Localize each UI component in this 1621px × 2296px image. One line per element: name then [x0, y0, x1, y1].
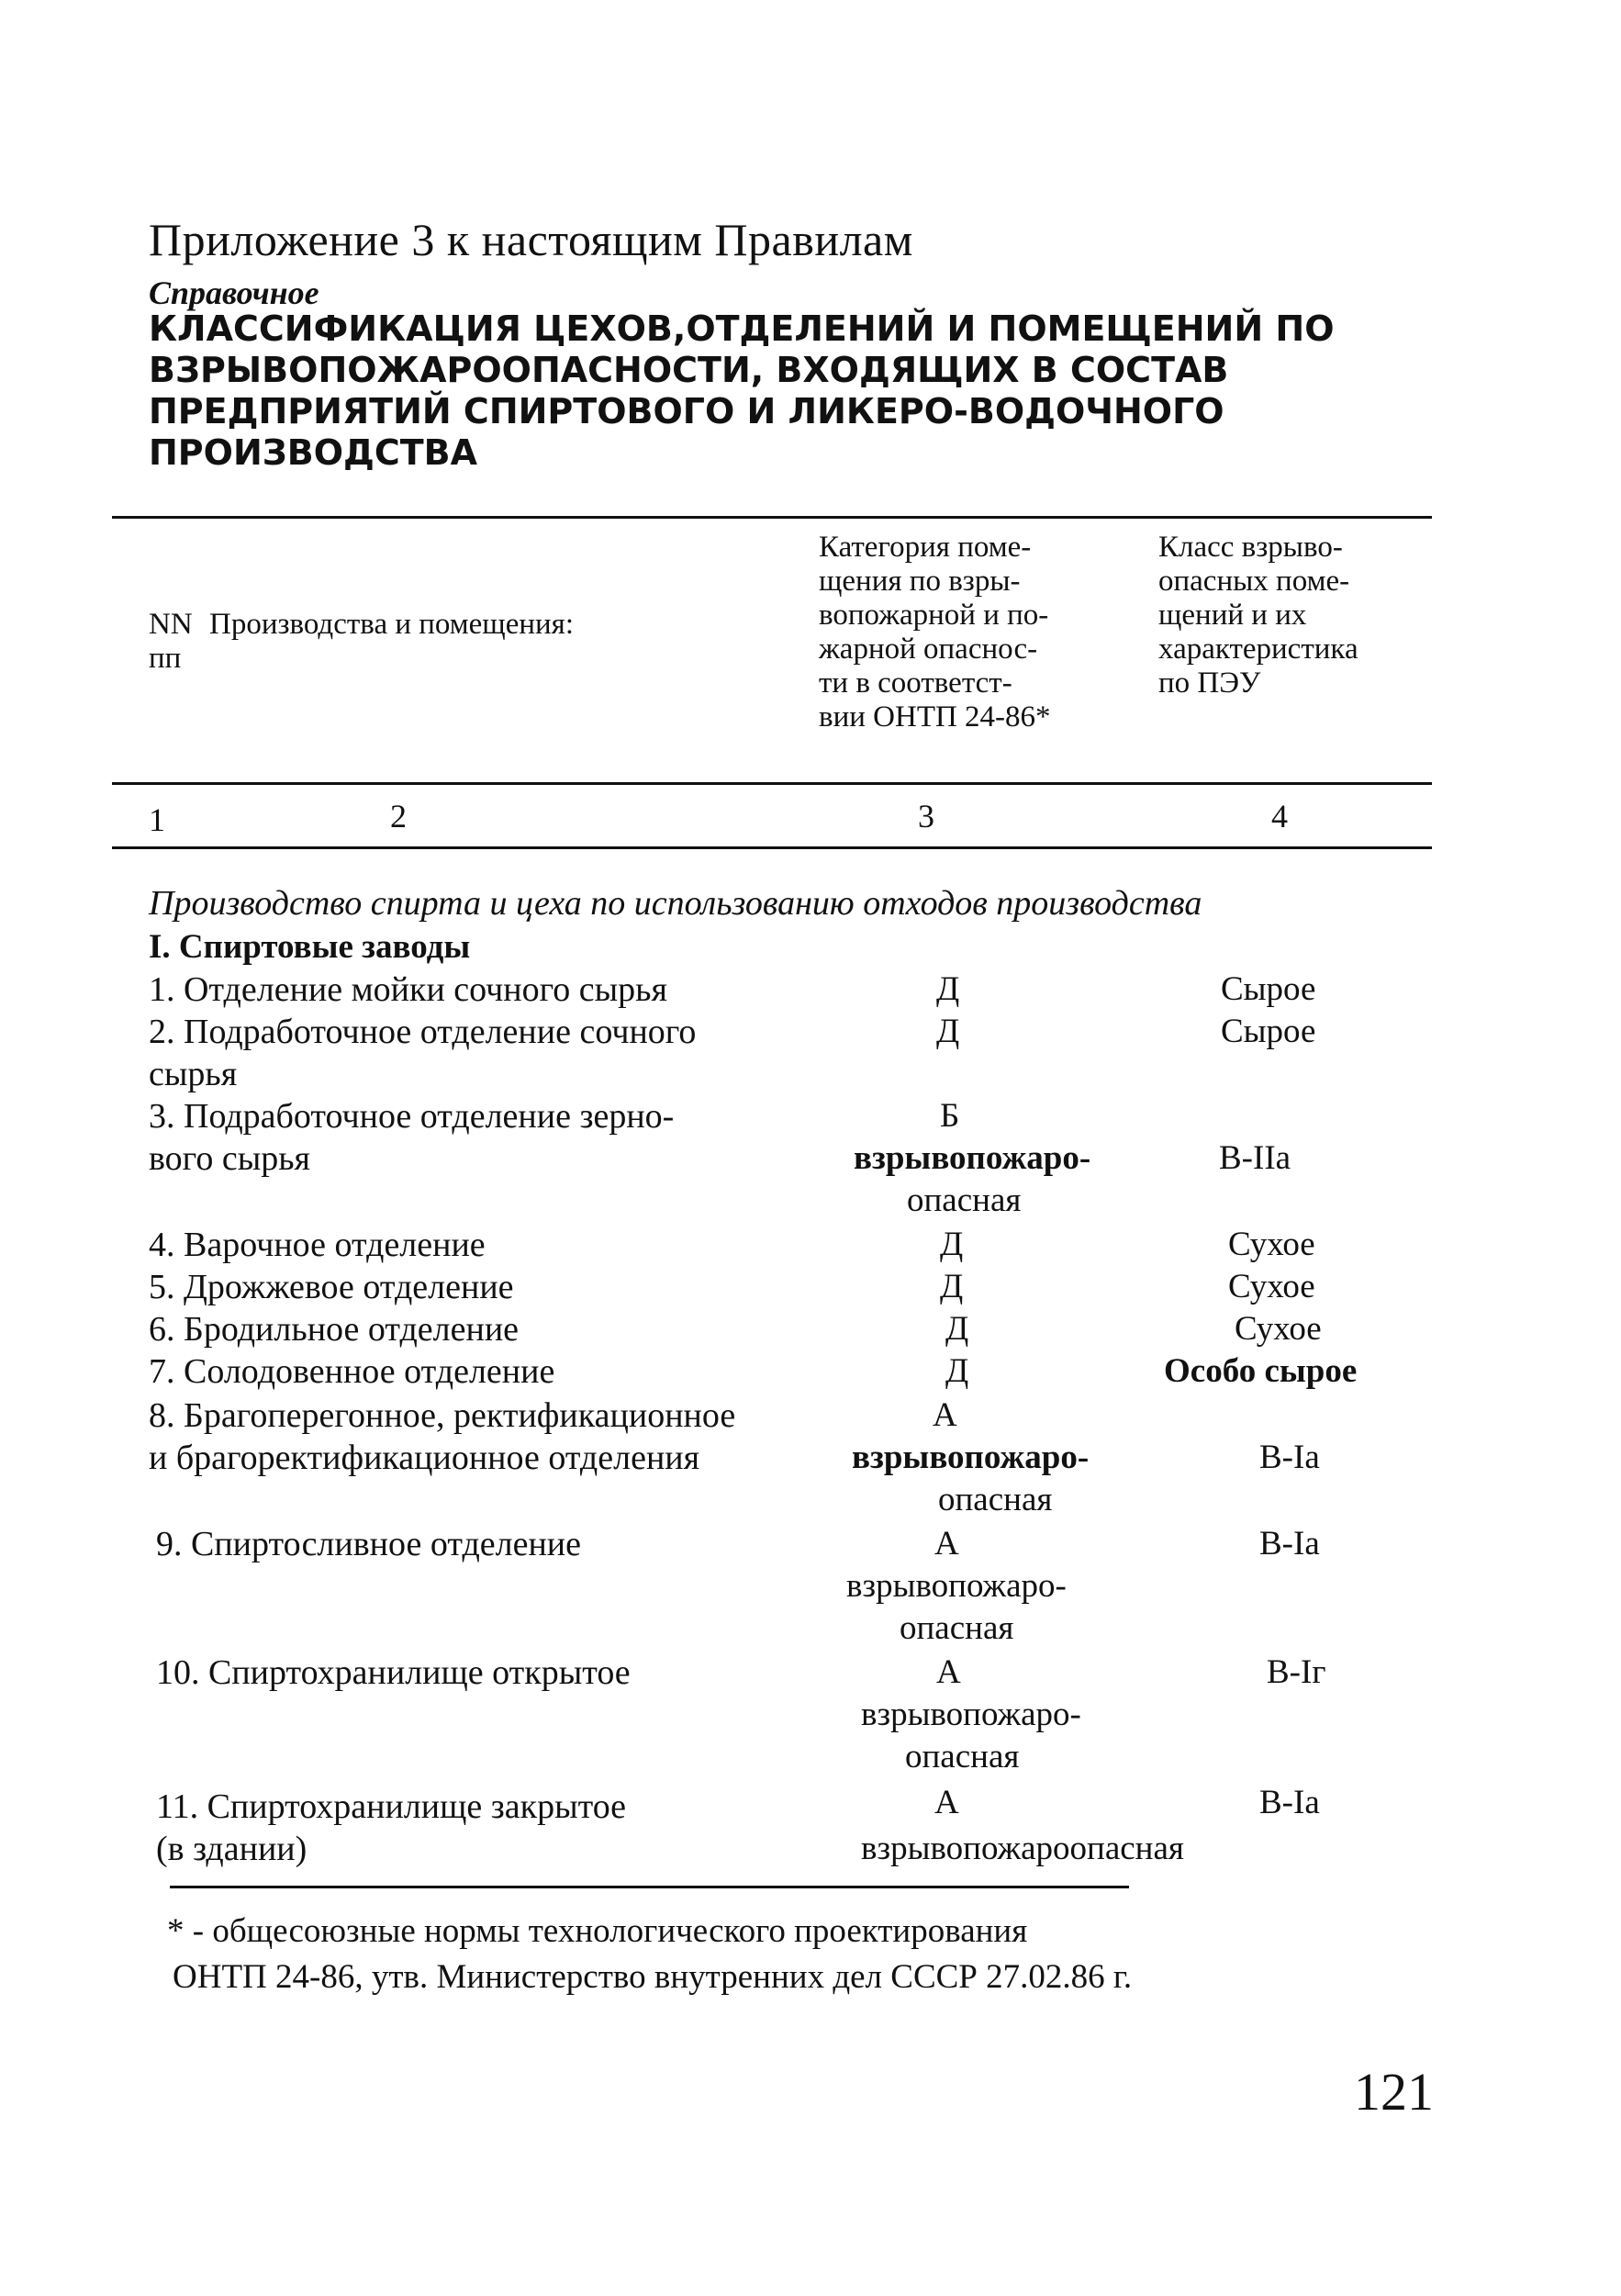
column-number-1: 1	[149, 801, 165, 838]
title-line: ВЗРЫВОПОЖАРООПАСНОСТИ, ВХОДЯЩИХ В СОСТАВ	[149, 350, 1229, 390]
table-row-class: В-Iа	[1259, 1784, 1320, 1821]
table-row-category: А	[934, 1525, 959, 1562]
title-line: КЛАССИФИКАЦИЯ ЦЕХОВ,ОТДЕЛЕНИЙ И ПОМЕЩЕНИЙ ПО	[149, 308, 1335, 349]
table-row-name: 9. Спиртосливное отделение	[156, 1525, 582, 1563]
table-row-name: 1. Отделение мойки сочного сырья	[149, 970, 667, 1009]
table-row-class: Сырое	[1221, 970, 1316, 1008]
table-row-category: Д	[936, 1013, 960, 1050]
appendix-heading: Приложение 3 к настоящим Правилам	[149, 214, 913, 265]
table-row-name: 11. Спиртохранилище закрытое	[156, 1787, 627, 1826]
class-header-line: характеристика	[1158, 633, 1358, 666]
category-header-line: Категория поме-	[819, 531, 1032, 564]
table-row-category: опасная	[907, 1182, 1022, 1219]
title-line: ПРЕДПРИЯТИЙ СПИРТОВОГО И ЛИКЕРО-ВОДОЧНОГО	[149, 391, 1224, 431]
column-number-4: 4	[1271, 798, 1288, 834]
title-line: ПРОИЗВОДСТВА	[149, 432, 478, 473]
table-row-name: и брагоректификационное отделения	[149, 1439, 700, 1477]
table-row-class: Сухое	[1228, 1226, 1315, 1263]
table-row-category: А	[934, 1784, 959, 1821]
column-header-class	[1158, 531, 1358, 700]
category-header-line: вопожарной и по-	[819, 599, 1049, 632]
table-row-class: В-Iг	[1267, 1653, 1326, 1691]
table-row-category: А	[936, 1653, 961, 1691]
reference-label: Справочное	[149, 274, 319, 311]
table-row-category: взрывопожаро-	[852, 1439, 1090, 1476]
table-top-rule	[112, 516, 1432, 519]
table-row-name: 5. Дрожжевое отделение	[149, 1268, 514, 1306]
table-row-class: В-Iа	[1259, 1525, 1320, 1562]
category-header-line: щения по взры-	[819, 565, 1021, 598]
table-row-class: Особо сырое	[1164, 1352, 1358, 1390]
column-number-3: 3	[918, 798, 934, 834]
category-header-line: ти в соответст-	[819, 666, 1012, 700]
footnote-rule	[170, 1886, 1129, 1888]
class-header-line: по ПЭУ	[1158, 666, 1261, 700]
table-row-name: 3. Подработочное отделение зерно-	[149, 1097, 675, 1136]
section-title: Производство спирта и цеха по использованию отходов производства	[149, 884, 1202, 923]
table-row-category: Д	[940, 1268, 964, 1305]
group-title: I. Спиртовые заводы	[149, 928, 471, 966]
class-header-line: Класс взрыво-	[1158, 531, 1343, 564]
column-header-nn-line: NN	[149, 608, 193, 641]
category-header-line: вии ОНТП 24-86*	[819, 700, 1051, 734]
document-title	[149, 308, 1342, 474]
column-header-nn	[149, 608, 193, 676]
table-row-name: (в здании)	[156, 1830, 307, 1868]
table-row-category: опасная	[905, 1738, 1020, 1775]
table-row-category: А	[933, 1396, 957, 1434]
table-row-class: Сырое	[1221, 1013, 1316, 1050]
table-row-category: взрывопожаро-	[846, 1567, 1067, 1605]
table-row-name: 6. Бродильное отделение	[149, 1310, 520, 1349]
column-header-nn-line: пп	[149, 642, 182, 675]
column-header-category	[819, 531, 1051, 734]
table-row-class: В-IIа	[1219, 1139, 1291, 1177]
table-row-category: взрывопожароопасная	[861, 1830, 1184, 1867]
table-row-name: сырья	[149, 1055, 238, 1093]
table-row-category: Д	[936, 970, 960, 1008]
column-numbers-rule	[112, 846, 1432, 849]
table-row-class: В-Iа	[1259, 1439, 1320, 1476]
table-row-name: 10. Спиртохранилище открытое	[156, 1653, 631, 1692]
table-row-name: 2. Подработочное отделение сочного	[149, 1013, 697, 1051]
category-header-line: жарной опаснос-	[819, 633, 1038, 666]
footnote-line: * - общесоюзные нормы технологического проектирования	[167, 1912, 1028, 1950]
table-row-category: опасная	[900, 1609, 1014, 1647]
table-row-name: 8. Брагоперегонное, ректификационное	[149, 1396, 736, 1435]
table-row-name: вого сырья	[149, 1139, 311, 1178]
column-header-name: Производства и помещения:	[209, 608, 575, 641]
table-row-name: 7. Солодовенное отделение	[149, 1352, 555, 1391]
table-row-category: взрывопожаро-	[861, 1696, 1081, 1733]
table-row-category: Б	[940, 1097, 960, 1135]
table-row-category: взрывопожаро-	[854, 1139, 1091, 1177]
table-row-category: Д	[945, 1310, 969, 1348]
table-row-category: опасная	[938, 1481, 1053, 1518]
column-number-2: 2	[390, 798, 407, 834]
table-row-category: Д	[945, 1352, 969, 1390]
page-number: 121	[1354, 2062, 1434, 2122]
table-row-class: Сухое	[1228, 1268, 1315, 1305]
class-header-line: щений и их	[1158, 599, 1307, 632]
table-row-name: 4. Варочное отделение	[149, 1226, 486, 1264]
header-bottom-rule	[112, 782, 1432, 785]
class-header-line: опасных поме-	[1158, 565, 1350, 598]
footnote-line: ОНТП 24-86, утв. Министерство внутренних дел СССР 27.02.86 г.	[173, 1958, 1133, 1996]
table-row-class: Сухое	[1235, 1310, 1322, 1348]
table-row-category: Д	[940, 1226, 964, 1263]
